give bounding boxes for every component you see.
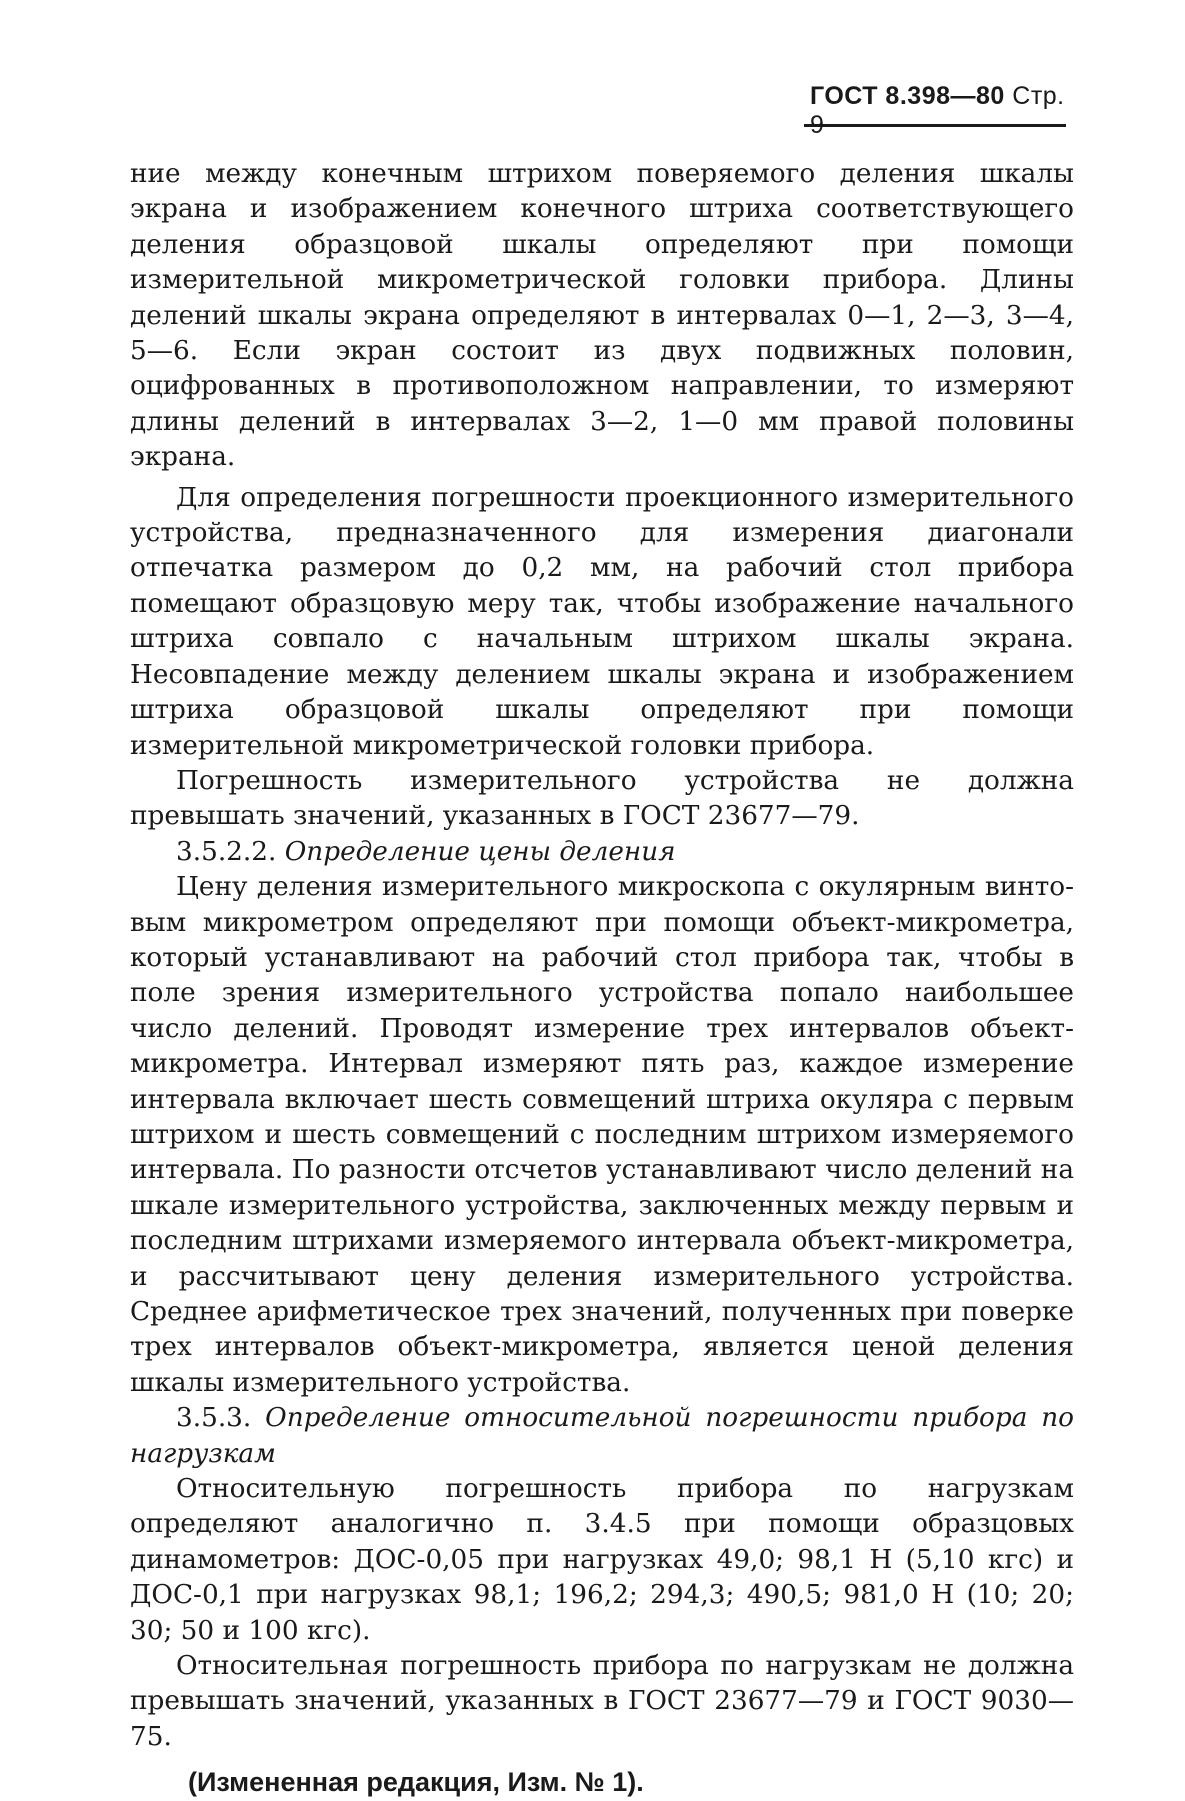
- paragraph-load-error-limit: Относительная погрешность прибора по нагрузкам не должна превышать значений, указанных в ГОСТ 23677—79 и ГОСТ 9030—75.: [130, 1651, 1074, 1752]
- section-number: 3.5.2.2.: [176, 836, 277, 867]
- paragraph-continuation: ние между конечным штрихом поверяемого деления шкалы экрана и изображением конечного штриха соответствующего деления образцовой шкалы определяют при помощи измерительной микрометрической головки прибора. Длины делений шкалы экрана определяют в интервалах 0—1, 2—3, 3—4, 5—6. Если экран состоит из двух подвижных половин, оцифрованных в противоположном направлении, то измеряют длины делений в интервалах 3—2, 1—0 мм правой половины экрана.: [130, 159, 1074, 473]
- paragraph-projection-error: Для определения погрешности проекционного измерительного устройства, предназначенного для измерения диагонали отпечатка размером до 0,2 мм, на рабочий стол прибора помещают образцовую меру так, чтобы изображение начального штриха совпало с начальным штрихом шкалы экрана. Несовпадение между делением шкалы экрана и изображением штриха образцовой шкалы определяют при помощи измерительной микрометрической головки прибора.: [130, 482, 1074, 761]
- page-number: Стр.: [1012, 82, 1065, 110]
- paragraph-division-value: Цену деления измерительного микроскопа с окулярным винтовым микрометром определяют при помощи объект-микрометра, который устанавливают на рабочий стол прибора так, чтобы в поле зрения измерительного устройства попало наибольшее число делений. Проводят измерение трех интервалов объект-микрометра. Интервал измеряют пять раз, каждое измерение интервала включает шесть совмещений штриха окуляра с первым штрихом и шесть совмещений с последним штрихом измеряемого интервала. По разности отсчетов устанавливают число делений на шкале измерительного устройства, заключенных между первым и последним штрихами измеряемого интервала объект-микрометра, и рассчитывают цену деления измерительного устройства. Среднее арифметическое трех значений, полученных при поверке трех интервалов объект-микрометра, является ценой деления шкалы измерительного устройства.: [130, 872, 1074, 1398]
- paragraph-load-error-method: Относительную погрешность прибора по нагрузкам определяют аналогично п. 3.4.5 при помощи образцовых динамометров: ДОС-0,05 при нагрузках 49,0; 98,1 Н (5,10 кгс) и ДОС-0,1 при нагрузках 98,1; 196,2; 294,3; 490,5; 981,0 Н (10; 20; 30; 50 и 100 кгс).: [130, 1474, 1074, 1646]
- amendment-note: (Измененная редакция, Изм. № 1).: [188, 1767, 644, 1798]
- section-heading-3-5-2-2: [130, 835, 1074, 870]
- section-heading-3-5-3: [130, 1401, 1074, 1472]
- header-rule: [804, 124, 1066, 127]
- standard-number: ГОСТ 8.398—80: [810, 82, 1005, 110]
- section-title: Определение цены деления: [284, 836, 676, 867]
- paragraph-error-limit: Погрешность измерительного устройства не должна превышать значений, указанных в ГОСТ 23677—79.: [130, 765, 1074, 832]
- page-header: [810, 82, 1070, 140]
- section-number: 3.5.3.: [176, 1403, 252, 1434]
- document-body: [130, 157, 1074, 1801]
- section-title: Определение относительной погрешности прибора по нагрузкам: [130, 1403, 1075, 1469]
